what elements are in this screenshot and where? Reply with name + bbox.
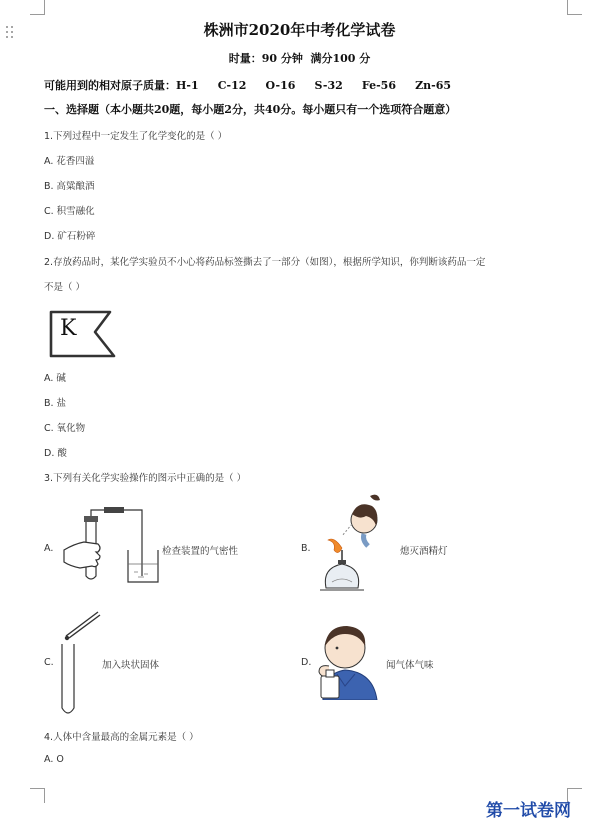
add-solid-illustration — [58, 610, 108, 724]
airtightness-check-illustration — [60, 506, 170, 590]
blow-out-alcohol-lamp-illustration — [312, 490, 392, 606]
question-3-option-c-letter: C. — [44, 657, 54, 668]
site-watermark: 第一试卷网 — [486, 801, 571, 821]
question-3-option-b-letter: B. — [301, 543, 311, 554]
question-3-option-b-caption: 熄灭酒精灯 — [400, 546, 448, 557]
question-3-stem: 3.下列有关化学实验操作的图示中正确的是（ ） — [44, 473, 247, 484]
crop-mark-top-right — [567, 0, 582, 15]
question-2-stem-line1: 2.存放药品时，某化学实验员不小心将药品标签撕去了一部分（如图），根据所学知识，你判断该药品一定 — [44, 257, 486, 268]
question-1-option-c: C. 积雪融化 — [44, 206, 95, 217]
torn-label-outline — [46, 306, 118, 360]
question-4-stem: 4.人体中含量最高的金属元素是（ ） — [44, 732, 199, 743]
exam-time-info: 时量：90 分钟 满分100 分 — [228, 52, 371, 65]
question-1-option-b: B. 高粱酿酒 — [44, 181, 95, 192]
question-3-option-d-letter: D. — [301, 657, 312, 668]
question-1-option-a: A. 花香四溢 — [44, 156, 95, 167]
question-3-option-a-letter: A. — [44, 543, 54, 554]
question-3-option-a-caption: 检查装置的气密性 — [162, 546, 239, 557]
question-2-option-b: B. 盐 — [44, 398, 67, 409]
section-heading: 一、选择题（本小题共20题，每小题2分，共40分。每小题只有一个选项符合题意） — [44, 103, 457, 116]
question-2-stem-line2: 不是（ ） — [44, 282, 86, 293]
question-1-option-d: D. 矿石粉碎 — [44, 231, 96, 242]
torn-reagent-label — [46, 306, 118, 360]
crop-mark-bottom-left — [30, 788, 45, 803]
question-3-option-c-caption: 加入块状固体 — [102, 660, 160, 671]
label-letter-k: K — [60, 316, 77, 341]
question-2-option-d: D. 酸 — [44, 448, 67, 459]
question-2-option-c: C. 氧化物 — [44, 423, 86, 434]
question-1-stem: 1.下列过程中一定发生了化学变化的是（ ） — [44, 131, 228, 142]
document-title: 株洲市2020年中考化学试卷 — [203, 21, 396, 39]
smell-gas-illustration — [315, 622, 383, 704]
question-2-option-a: A. 碱 — [44, 373, 66, 384]
crop-mark-top-left — [30, 0, 45, 15]
question-4-option-a: A. O — [44, 754, 64, 765]
question-3-option-d-caption: 闻气体气味 — [386, 660, 434, 671]
atomic-mass-line: 可能用到的相对原子质量：H-1 C-12 O-16 S-32 Fe-56 Zn-65 — [44, 79, 452, 92]
